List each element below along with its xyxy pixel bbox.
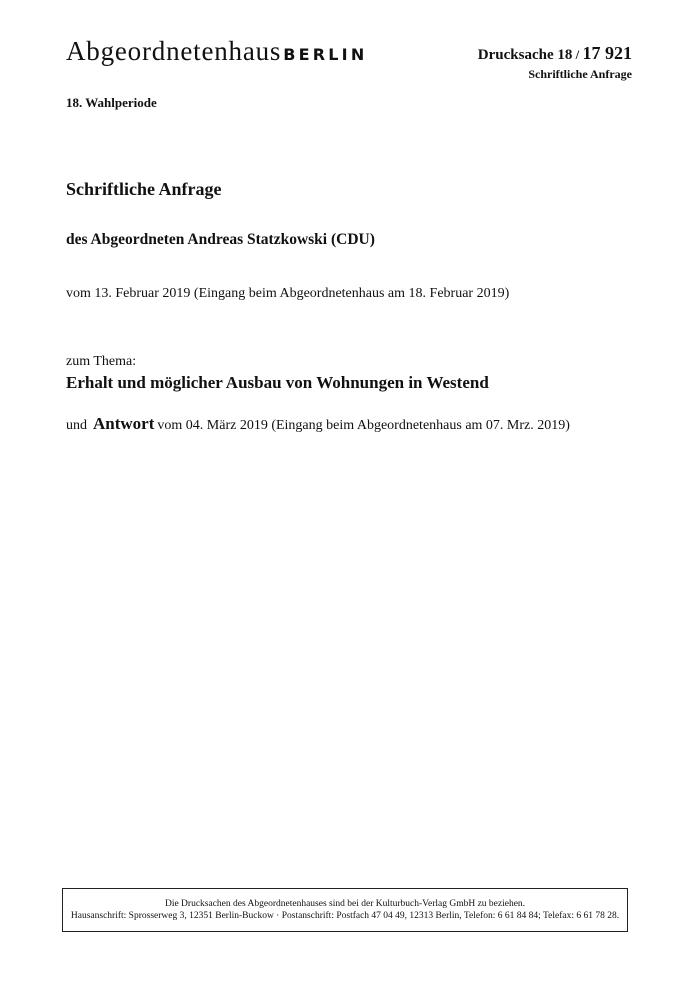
author-line: des Abgeordneten Andreas Statzkowski (CDU) (66, 231, 375, 248)
parliament-logo (66, 36, 367, 67)
legislative-period: 18. Wahlperiode (66, 95, 157, 110)
document-title: Schriftliche Anfrage (66, 179, 222, 199)
footer-line-2: Hausanschrift: Sprosserweg 3, 12351 Berlin-Buckow · Postanschrift: Postfach 47 04 49, 12313 Berlin, Telefon: 6 61 84 84; Telefax: 6 61 78 28. (70, 911, 620, 921)
footer-line-1: Die Drucksachen des Abgeordnetenhauses sind bei der Kulturbuch-Verlag GmbH zu beziehen. (164, 899, 526, 909)
answer-line (66, 414, 570, 434)
answer-date: vom 04. März 2019 (Eingang beim Abgeordnetenhaus am 07. Mrz. 2019) (157, 418, 570, 433)
document-number-separator: / (572, 47, 583, 62)
document-number (478, 43, 632, 64)
footer-box (62, 888, 628, 932)
answer-prefix: und (66, 418, 87, 433)
document-type: Schriftliche Anfrage (528, 67, 632, 81)
document-number-main: 17 921 (582, 43, 632, 63)
submission-date-line: vom 13. Februar 2019 (Eingang beim Abgeordnetenhaus am 18. Februar 2019) (66, 286, 510, 301)
topic-label: zum Thema: (66, 354, 137, 369)
document-number-prefix: Drucksache 18 (477, 47, 573, 63)
topic-title: Erhalt und möglicher Ausbau von Wohnungen in Westend (66, 373, 489, 392)
answer-word: Antwort (93, 414, 155, 433)
logo-institution: Abgeordnetenhaus (66, 36, 282, 66)
logo-city: BERLIN (283, 45, 368, 64)
